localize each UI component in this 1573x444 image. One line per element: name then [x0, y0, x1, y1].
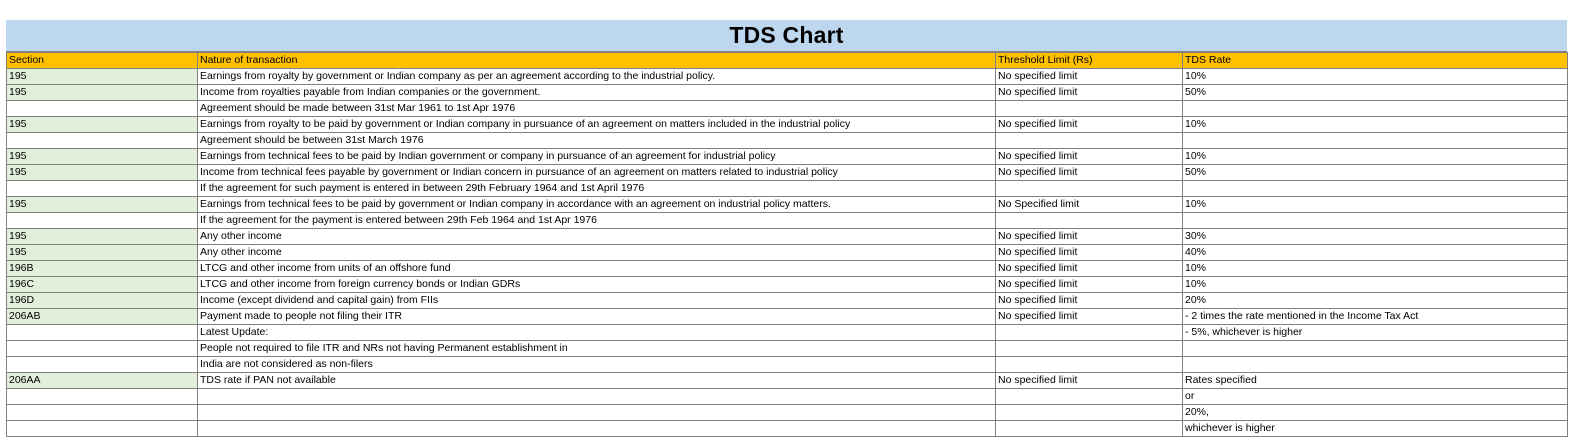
rate-cell[interactable]: [1183, 357, 1568, 373]
section-cell[interactable]: 196B: [7, 261, 198, 277]
rate-cell[interactable]: [1183, 181, 1568, 197]
table-row: [7, 277, 1568, 293]
section-cell[interactable]: 195: [7, 85, 198, 101]
threshold-cell[interactable]: [996, 101, 1183, 117]
rate-cell[interactable]: 50%: [1183, 165, 1568, 181]
rate-cell[interactable]: 10%: [1183, 261, 1568, 277]
table-row: [7, 117, 1568, 133]
rate-cell[interactable]: 10%: [1183, 149, 1568, 165]
spreadsheet: [6, 20, 1567, 437]
table-row: [7, 389, 1568, 405]
threshold-cell[interactable]: No specified limit: [996, 117, 1183, 133]
rate-cell[interactable]: 20%: [1183, 293, 1568, 309]
nature-cell[interactable]: Income (except dividend and capital gain) from FIIs: [198, 293, 996, 309]
table-row: [7, 405, 1568, 421]
threshold-cell[interactable]: [996, 181, 1183, 197]
header-threshold[interactable]: Threshold Limit (Rs): [996, 53, 1183, 69]
nature-cell[interactable]: Earnings from royalty to be paid by government or Indian company in pursuance of an agreement on matters included in the industrial policy: [198, 117, 996, 133]
rate-cell[interactable]: 20%,: [1183, 405, 1568, 421]
rate-cell[interactable]: Rates specified: [1183, 373, 1568, 389]
rate-cell[interactable]: 10%: [1183, 277, 1568, 293]
rate-cell[interactable]: 10%: [1183, 69, 1568, 85]
section-cell[interactable]: 206AB: [7, 309, 198, 325]
nature-cell[interactable]: If the agreement for the payment is entered between 29th Feb 1964 and 1st Apr 1976: [198, 213, 996, 229]
threshold-cell[interactable]: No specified limit: [996, 309, 1183, 325]
section-cell[interactable]: [7, 133, 198, 149]
threshold-cell[interactable]: No specified limit: [996, 69, 1183, 85]
table-row: [7, 149, 1568, 165]
threshold-cell[interactable]: [996, 213, 1183, 229]
section-cell[interactable]: 195: [7, 245, 198, 261]
threshold-cell[interactable]: [996, 405, 1183, 421]
rate-cell[interactable]: whichever is higher: [1183, 421, 1568, 437]
rate-cell[interactable]: 30%: [1183, 229, 1568, 245]
section-cell[interactable]: 196D: [7, 293, 198, 309]
threshold-cell[interactable]: [996, 389, 1183, 405]
rate-cell[interactable]: or: [1183, 389, 1568, 405]
nature-cell[interactable]: Income from technical fees payable by government or Indian concern in pursuance of an agreement on matters related to industrial policy: [198, 165, 996, 181]
rate-cell[interactable]: [1183, 133, 1568, 149]
nature-cell[interactable]: Any other income: [198, 229, 996, 245]
threshold-cell[interactable]: [996, 357, 1183, 373]
sheet-title: TDS Chart: [729, 22, 844, 48]
threshold-cell[interactable]: [996, 133, 1183, 149]
section-cell[interactable]: [7, 341, 198, 357]
nature-cell[interactable]: Agreement should be between 31st March 1976: [198, 133, 996, 149]
section-cell[interactable]: 195: [7, 197, 198, 213]
table-row: [7, 309, 1568, 325]
table-row: [7, 197, 1568, 213]
rate-cell[interactable]: 10%: [1183, 197, 1568, 213]
rate-cell[interactable]: - 5%, whichever is higher: [1183, 325, 1568, 341]
nature-cell[interactable]: Income from royalties payable from Indian companies or the government.: [198, 85, 996, 101]
section-cell[interactable]: [7, 101, 198, 117]
threshold-cell[interactable]: No Specified limit: [996, 197, 1183, 213]
threshold-cell[interactable]: No specified limit: [996, 245, 1183, 261]
header-rate[interactable]: TDS Rate: [1183, 53, 1568, 69]
threshold-cell[interactable]: No specified limit: [996, 165, 1183, 181]
table-row: [7, 341, 1568, 357]
nature-cell[interactable]: LTCG and other income from units of an offshore fund: [198, 261, 996, 277]
section-cell[interactable]: 206AA: [7, 373, 198, 389]
rate-cell[interactable]: [1183, 341, 1568, 357]
section-cell[interactable]: [7, 421, 198, 437]
section-cell[interactable]: [7, 405, 198, 421]
nature-cell[interactable]: Earnings from royalty by government or Indian company as per an agreement according to the industrial policy.: [198, 69, 996, 85]
rate-cell[interactable]: 40%: [1183, 245, 1568, 261]
nature-cell[interactable]: [198, 389, 996, 405]
table-body: [7, 69, 1568, 437]
nature-cell[interactable]: TDS rate if PAN not available: [198, 373, 996, 389]
header-row: [7, 53, 1568, 69]
rate-cell[interactable]: 50%: [1183, 85, 1568, 101]
table-row: [7, 69, 1568, 85]
nature-cell[interactable]: India are not considered as non-filers: [198, 357, 996, 373]
table-row: [7, 421, 1568, 437]
threshold-cell[interactable]: [996, 341, 1183, 357]
section-cell[interactable]: 195: [7, 117, 198, 133]
nature-cell[interactable]: Earnings from technical fees to be paid by government or Indian company in accordance with an agreement on industrial policy matters.: [198, 197, 996, 213]
table-row: [7, 181, 1568, 197]
section-cell[interactable]: [7, 357, 198, 373]
section-cell[interactable]: [7, 389, 198, 405]
table-row: [7, 245, 1568, 261]
title-bar: [6, 20, 1567, 52]
table-row: [7, 213, 1568, 229]
table-row: [7, 373, 1568, 389]
nature-cell[interactable]: People not required to file ITR and NRs not having Permanent establishment in: [198, 341, 996, 357]
rate-cell[interactable]: [1183, 101, 1568, 117]
rate-cell[interactable]: 10%: [1183, 117, 1568, 133]
threshold-cell[interactable]: No specified limit: [996, 229, 1183, 245]
nature-cell[interactable]: If the agreement for such payment is entered in between 29th February 1964 and 1st April 1976: [198, 181, 996, 197]
threshold-cell[interactable]: No specified limit: [996, 277, 1183, 293]
threshold-cell[interactable]: No specified limit: [996, 85, 1183, 101]
table-row: [7, 85, 1568, 101]
section-cell[interactable]: 195: [7, 69, 198, 85]
section-cell[interactable]: [7, 325, 198, 341]
section-cell[interactable]: [7, 213, 198, 229]
threshold-cell[interactable]: [996, 421, 1183, 437]
tds-table: [6, 52, 1568, 437]
threshold-cell[interactable]: [996, 325, 1183, 341]
nature-cell[interactable]: Payment made to people not filing their ITR: [198, 309, 996, 325]
table-row: [7, 165, 1568, 181]
section-cell[interactable]: 195: [7, 229, 198, 245]
table-row: [7, 293, 1568, 309]
nature-cell[interactable]: Agreement should be made between 31st Mar 1961 to 1st Apr 1976: [198, 101, 996, 117]
nature-cell[interactable]: LTCG and other income from foreign currency bonds or Indian GDRs: [198, 277, 996, 293]
nature-cell[interactable]: [198, 405, 996, 421]
table-row: [7, 261, 1568, 277]
threshold-cell[interactable]: No specified limit: [996, 149, 1183, 165]
header-nature[interactable]: Nature of transaction: [198, 53, 996, 69]
table-row: [7, 357, 1568, 373]
rate-cell[interactable]: - 2 times the rate mentioned in the Income Tax Act: [1183, 309, 1568, 325]
table-row: [7, 133, 1568, 149]
table-row: [7, 325, 1568, 341]
nature-cell[interactable]: Latest Update:: [198, 325, 996, 341]
header-section[interactable]: Section: [7, 53, 198, 69]
threshold-cell[interactable]: No specified limit: [996, 293, 1183, 309]
section-cell[interactable]: 195: [7, 165, 198, 181]
section-cell[interactable]: 195: [7, 149, 198, 165]
section-cell[interactable]: 196C: [7, 277, 198, 293]
table-row: [7, 101, 1568, 117]
threshold-cell[interactable]: No specified limit: [996, 261, 1183, 277]
nature-cell[interactable]: Earnings from technical fees to be paid by Indian government or company in pursuance of an agreement for industrial policy: [198, 149, 996, 165]
table-row: [7, 229, 1568, 245]
rate-cell[interactable]: [1183, 213, 1568, 229]
section-cell[interactable]: [7, 181, 198, 197]
nature-cell[interactable]: Any other income: [198, 245, 996, 261]
threshold-cell[interactable]: No specified limit: [996, 373, 1183, 389]
nature-cell[interactable]: [198, 421, 996, 437]
